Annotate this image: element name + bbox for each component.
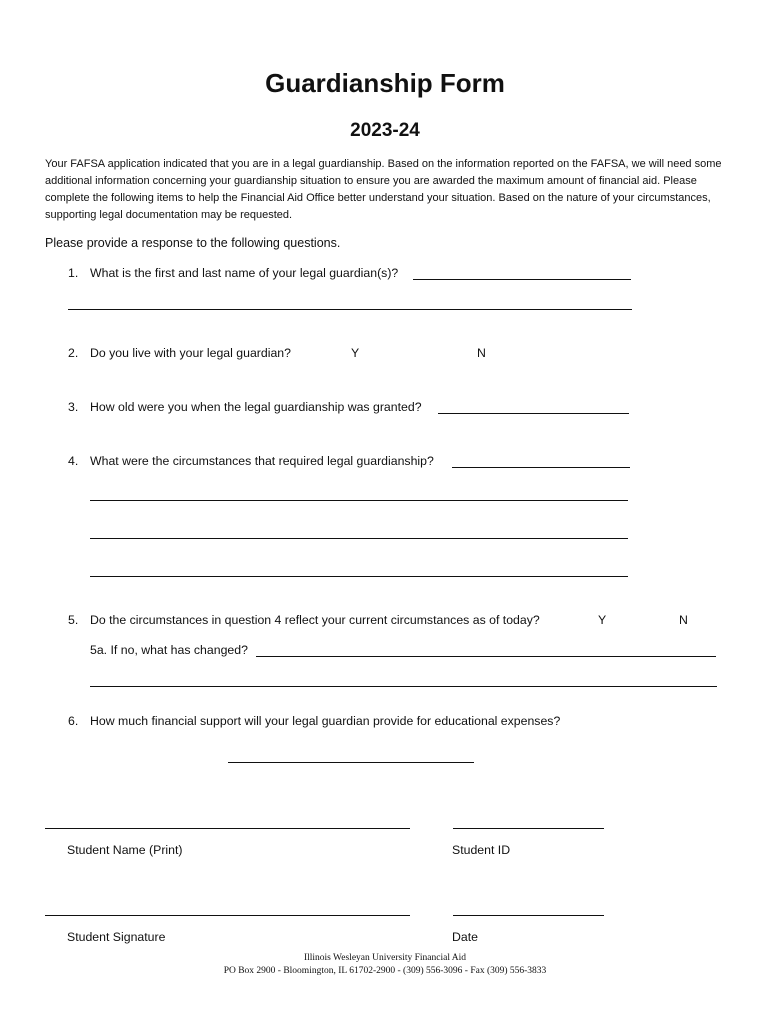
student-id-label: Student ID — [452, 843, 511, 857]
date-line[interactable] — [453, 915, 604, 916]
answer-line-4b[interactable] — [90, 500, 628, 501]
question-text: What is the first and last name of your legal guardian(s)? — [90, 266, 399, 280]
answer-line-3[interactable] — [438, 413, 629, 414]
question-4 — [68, 454, 434, 468]
answer-line-4d[interactable] — [90, 576, 628, 577]
question-2 — [68, 346, 291, 360]
question-3 — [68, 400, 422, 414]
date-label: Date — [452, 930, 478, 944]
question-number: 3. — [68, 400, 79, 414]
question-1 — [68, 266, 398, 280]
yes-option-5[interactable]: Y — [598, 613, 607, 627]
form-year: 2023-24 — [350, 120, 420, 141]
answer-line-6[interactable] — [228, 762, 474, 763]
question-number: 6. — [68, 714, 79, 728]
question-6 — [68, 714, 560, 728]
answer-line-1a[interactable] — [413, 279, 631, 280]
footer-institution: Illinois Wesleyan University Financial Aid — [303, 953, 467, 963]
instructions-prompt: Please provide a response to the following questions. — [45, 236, 341, 250]
question-number: 4. — [68, 454, 79, 468]
answer-line-5b[interactable] — [90, 686, 717, 687]
no-option-2[interactable]: N — [477, 346, 486, 360]
question-text: Do you live with your legal guardian? — [90, 346, 291, 360]
student-name-label: Student Name (Print) — [67, 843, 183, 857]
student-signature-line[interactable] — [45, 915, 410, 916]
question-text: How old were you when the legal guardianship was granted? — [90, 400, 422, 414]
no-option-5[interactable]: N — [679, 613, 688, 627]
student-id-line[interactable] — [453, 828, 604, 829]
page-title: Guardianship Form — [265, 68, 505, 98]
yes-option-2[interactable]: Y — [351, 346, 360, 360]
answer-line-4a[interactable] — [452, 467, 630, 468]
question-number: 2. — [68, 346, 79, 360]
question-text: Do the circumstances in question 4 reflect your current circumstances as of today? — [90, 613, 540, 627]
question-text: What were the circumstances that required legal guardianship? — [90, 454, 434, 468]
student-signature-label: Student Signature — [67, 930, 166, 944]
answer-line-4c[interactable] — [90, 538, 628, 539]
question-number: 5. — [68, 613, 79, 627]
question-5a: 5a. If no, what has changed? — [90, 643, 248, 657]
answer-line-1b[interactable] — [68, 309, 632, 310]
answer-line-5a[interactable] — [256, 656, 716, 657]
intro-paragraph: Your FAFSA application indicated that you are in a legal guardianship. Based on the information reported on the FAFSA, we will need some additional information concerning your guardianship situation to ensure you are awarded the maximum amount of financial aid. Please complete the following items to help the Financial Aid Office better understand your situation. Based on the nature of your circumstances, supporting legal documentation may be requested. — [45, 158, 722, 221]
question-number: 1. — [68, 266, 79, 280]
student-name-line[interactable] — [45, 828, 410, 829]
question-5 — [68, 613, 540, 627]
footer-contact: PO Box 2900 - Bloomington, IL 61702-2900 - (309) 556-3096 - Fax (309) 556-3833 — [223, 966, 547, 976]
question-text: How much financial support will your legal guardian provide for educational expenses? — [90, 714, 561, 728]
